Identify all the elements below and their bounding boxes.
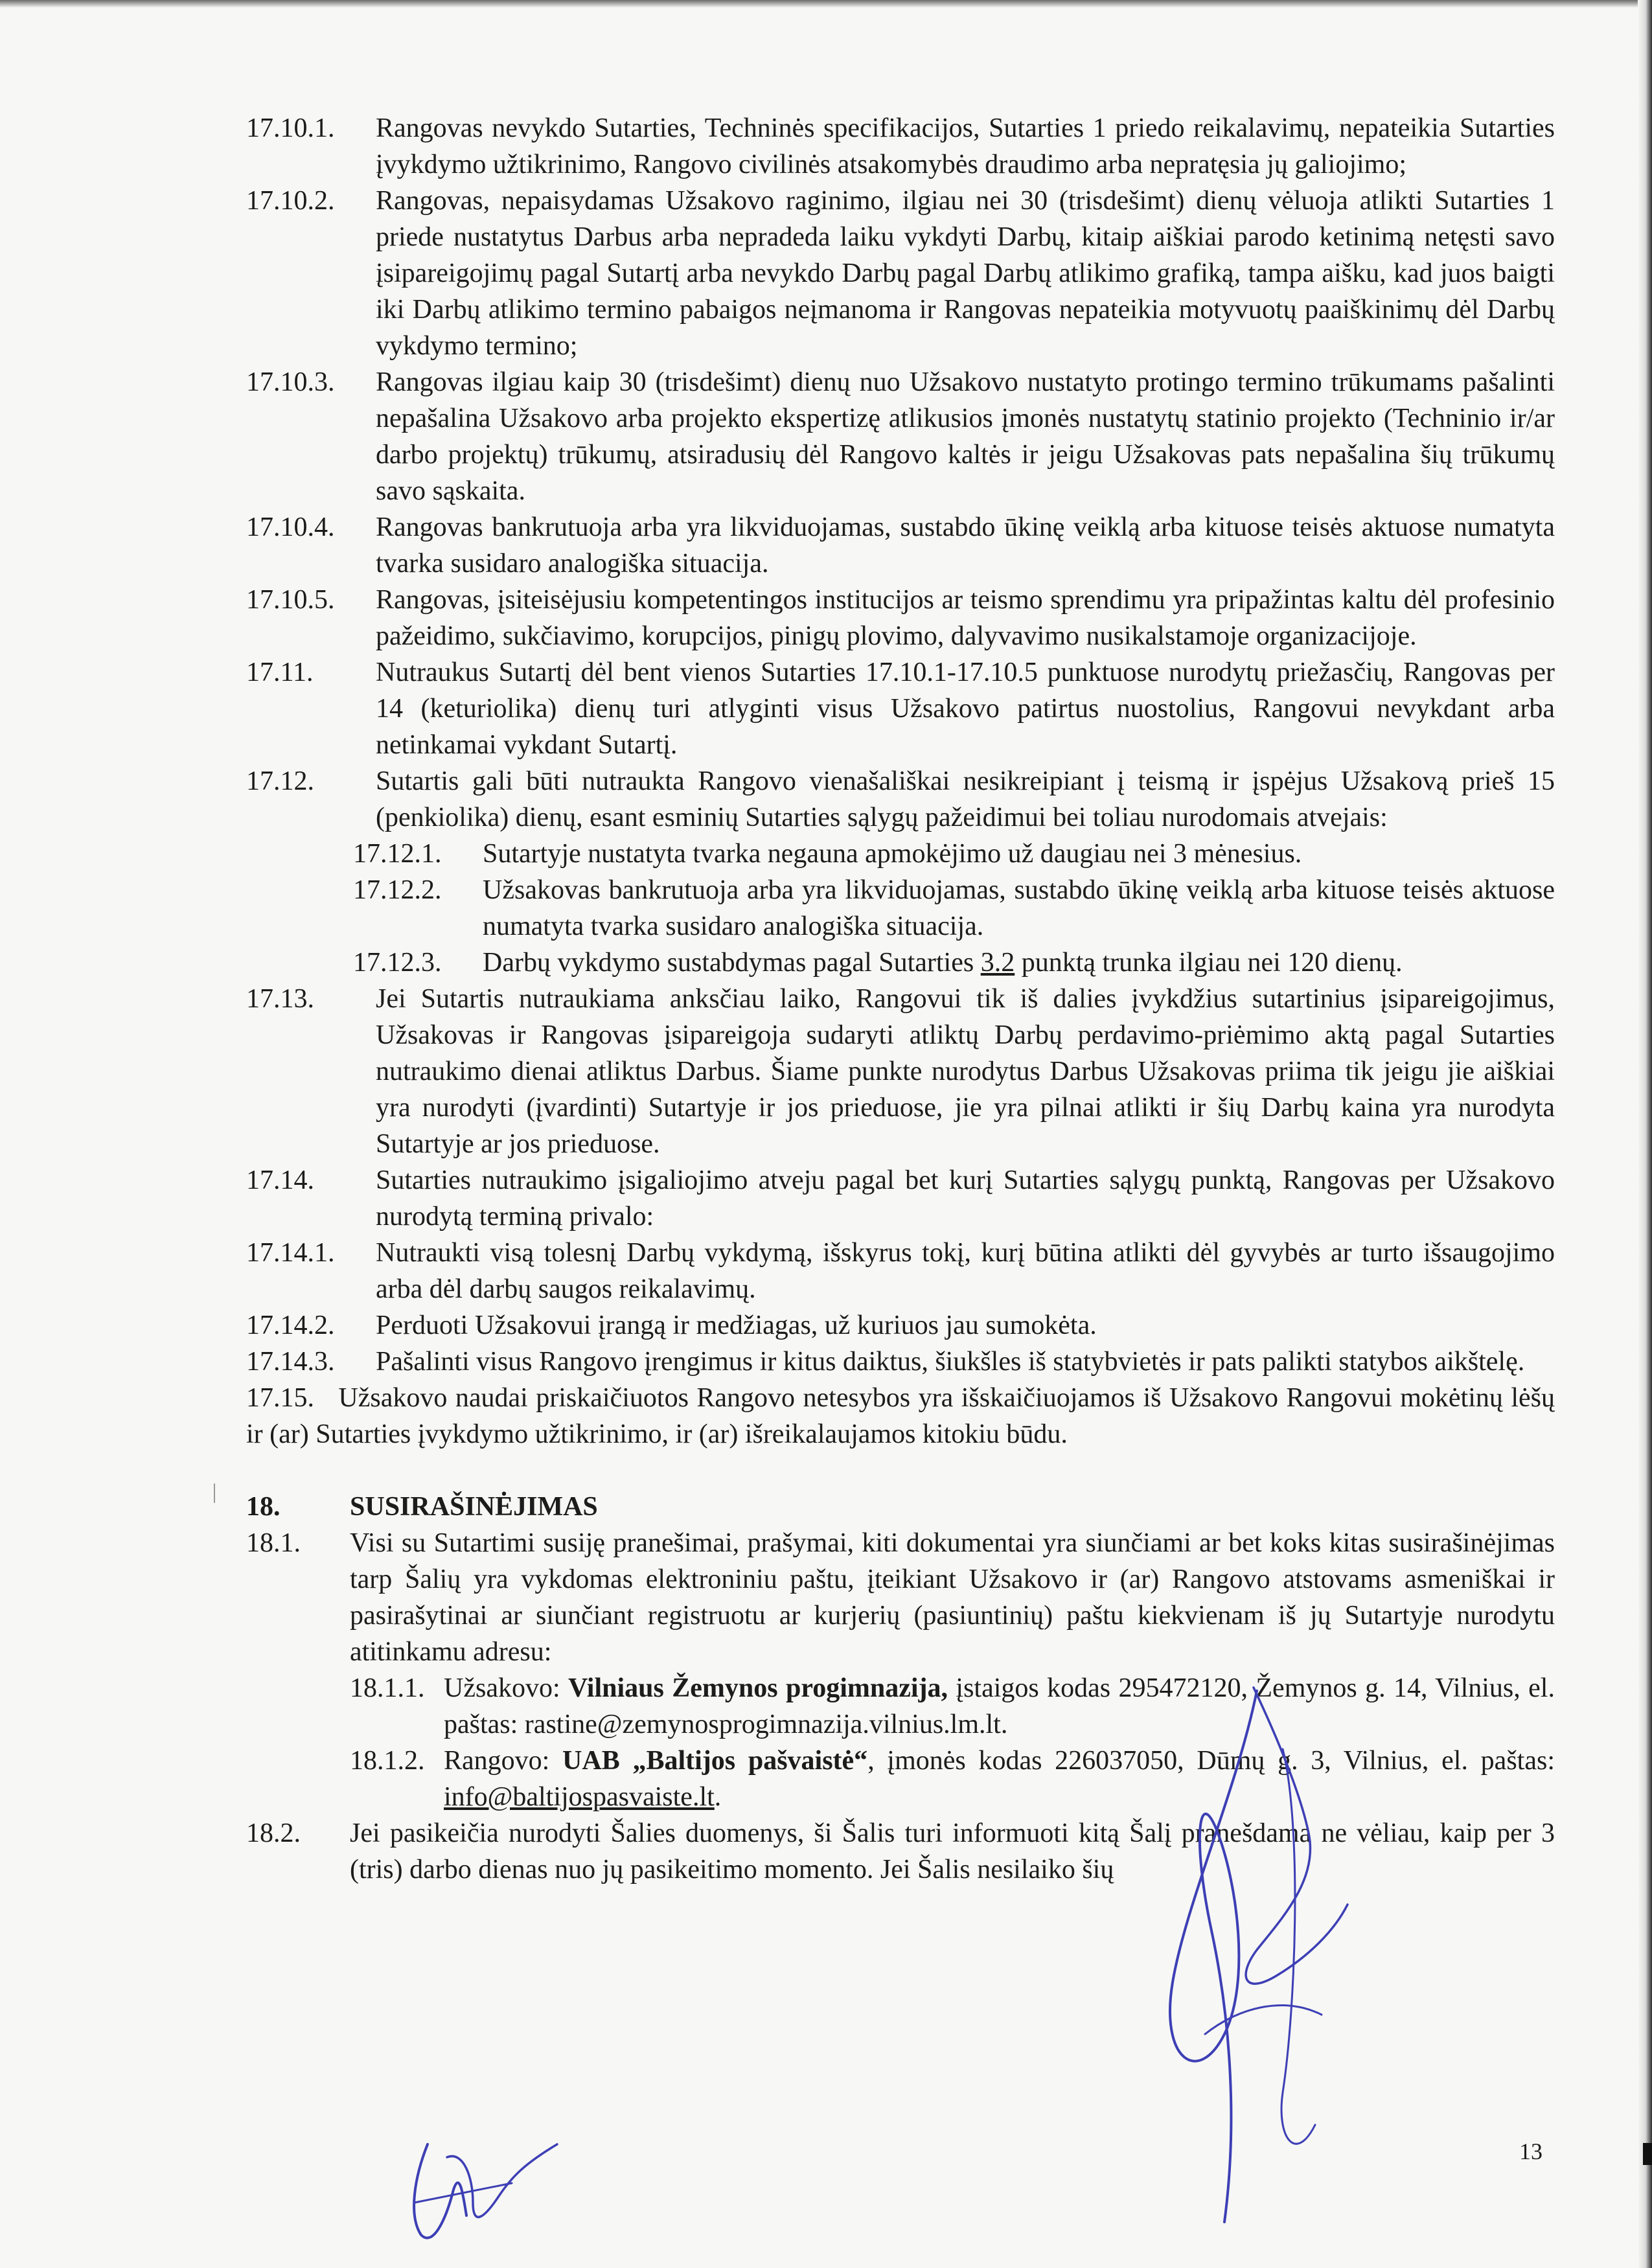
- clause-17-12-1: [353, 836, 1555, 872]
- clause-number: 17.12.3.: [353, 948, 442, 978]
- clause-text: Jei pasikeičia nurodyti Šalies duomenys, ši Šalis turi informuoti kitą Šalį pranešdama ne vėliau, kaip per 3 (tris) darbo dienas nuo jų pasikeitimo momento. Jei Šalis nesilaiko šių: [350, 1818, 1555, 1884]
- clause-text: Visi su Sutartimi susiję pranešimai, prašymai, kiti dokumentai yra siunčiami ar bet koks kitas susirašinėjimas tarp Šalių yra vykdomas elektroniniu paštu, įteikiant Užsakovo ir (ar) Rangovo atstovams asmeniškai ir pasirašytinai ar siunčiant registruotu ar kurjerių (pasiuntinių) paštu kiekvienam iš jų Sutartyje nurodytu atitinkamu adresu:: [350, 1528, 1555, 1667]
- clause-number: 18.1.2.: [350, 1746, 425, 1776]
- clause-text: Rangovas, nepaisydamas Užsakovo raginimo, ilgiau nei 30 (trisdešimt) dienų vėluoja atlikti Sutarties 1 priede nustatytus Darbus arba nepradeda laiku vykdyti Darbų, kitaip aiškiai parodo ketinimą netęsti savo įsipareigojimų pagal Sutartį arba nevykdo Darbų pagal Darbų atlikimo grafiką, tampa aišku, kad juos baigti iki Darbų atlikimo termino pabaigos neįmanoma ir Rangovas nepateikia motyvuotų paaiškinimų dėl Darbų vykdymo termino;: [376, 186, 1555, 361]
- clause-number: 18.2.: [246, 1818, 301, 1848]
- clause-18-1: [246, 1525, 1555, 1670]
- contact-name: UAB „Baltijos pašvaistė“: [562, 1746, 868, 1776]
- clause-17-12-2: [353, 872, 1555, 945]
- clause-number: 18.1.: [246, 1528, 301, 1558]
- section-title: SUSIRAŠINĖJIMAS: [350, 1492, 598, 1522]
- clause-17-10-2: [246, 183, 1555, 364]
- clause-number: 17.10.5.: [246, 585, 335, 615]
- clause-number: 17.14.1.: [246, 1238, 335, 1268]
- clause-text: [444, 1743, 1555, 1815]
- clause-number: 17.14.3.: [246, 1347, 335, 1377]
- scan-right-edge: [1638, 0, 1652, 2268]
- clause-text: [444, 1670, 1555, 1743]
- clause-17-12: [246, 763, 1555, 836]
- clause-17-13: [246, 981, 1555, 1162]
- clause-text: Sutarties nutraukimo įsigaliojimo atveju pagal bet kurį Sutarties sąlygų punktą, Rangovas per Užsakovo nurodytą terminą privalo:: [376, 1165, 1555, 1231]
- contact-details: , įmonės kodas 226037050, Dūmų g. 3, Vilnius, el. paštas:: [867, 1746, 1555, 1776]
- section-number: 18.: [246, 1492, 281, 1522]
- clause-text: [246, 1380, 1555, 1452]
- clause-text-first: Užsakovo naudai priskaičiuotos Rangovo netesybos yra išskaičiuojamos iš Užsakovo: [338, 1383, 1278, 1413]
- clause-text: Užsakovas bankrutuoja arba yra likviduojamas, sustabdo ūkinę veiklą arba kituose teisės aktuose numatyta tvarka susidaro analogiška situacija.: [483, 875, 1555, 941]
- signature-initials: [402, 2118, 570, 2261]
- clause-text: Rangovas, įsiteisėjusiu kompetentingos institucijos ar teismo sprendimu yra pripažintas kaltu dėl profesinio pažeidimo, sukčiavimo, korupcijos, pinigų plovimo, dalyvavimo nusikalstamoje organizacijoje.: [376, 585, 1555, 651]
- clause-number: 17.10.4.: [246, 512, 335, 542]
- clause-text: Rangovas bankrutuoja arba yra likviduojamas, sustabdo ūkinę veiklą arba kituose teisės aktuose numatyta tvarka susidaro analogiška situacija.: [376, 512, 1555, 578]
- clause-text: Rangovas ilgiau kaip 30 (trisdešimt) dienų nuo Užsakovo nustatyto protingo termino trūkumams pašalinti nepašalina Užsakovo arba projekto ekspertizę atlikusios įmonės nustatytų statinio projekto (Techninio ir/ar darbo projektų) trūkumų, atsiradusių dėl Rangovo kaltės ir jeigu Užsakovas pats nepašalina šių trūkumų savo sąskaita.: [376, 367, 1555, 506]
- clause-text: Sutartyje nustatyta tvarka negauna apmokėjimo už daugiau nei 3 mėnesius.: [483, 839, 1302, 869]
- clause-18-1-1: [350, 1670, 1555, 1743]
- clause-17-15: [246, 1380, 1555, 1452]
- clause-number: 17.12.2.: [353, 875, 442, 905]
- document-page: [246, 110, 1555, 1888]
- clause-text-rest: Rangovui mokėtinų lėšų ir (ar) Sutarties įvykdymo užtikrinimo, ir (ar) išreikalaujamos kitokiu būdu.: [246, 1383, 1555, 1449]
- clause-17-14-1: [246, 1235, 1555, 1307]
- clause-number: 17.14.2.: [246, 1311, 335, 1340]
- contact-label: Užsakovo:: [444, 1673, 569, 1703]
- contact-name: Vilniaus Žemynos progimnazija,: [568, 1673, 948, 1703]
- clause-text: Sutartis gali būti nutraukta Rangovo vienašališkai nesikreipiant į teismą ir įspėjus Užsakovą prieš 15 (penkiolika) dienų, esant esminių Sutarties sąlygų pažeidimui bei toliau nurodomais atvejais:: [376, 766, 1555, 832]
- clause-text-part: Darbų vykdymo sustabdymas pagal Sutarties: [483, 948, 981, 978]
- clause-17-14-3: [246, 1344, 1555, 1380]
- clause-text: Nutraukus Sutartį dėl bent vienos Sutarties 17.10.1-17.10.5 punktuose nurodytų priežasčių, Rangovas per 14 (keturiolika) dienų turi atlyginti visus Užsakovo patirtus nuostolius, Rangovui nevykdant arba netinkamai vykdant Sutartį.: [376, 658, 1555, 760]
- clause-17-10-1: [246, 110, 1555, 183]
- scan-edge-mark: [1643, 2143, 1652, 2165]
- clause-text: [483, 945, 1555, 981]
- contact-end: .: [714, 1782, 722, 1812]
- clause-number: 17.10.2.: [246, 186, 335, 216]
- clause-17-11: [246, 654, 1555, 763]
- clause-reference-link[interactable]: 3.2: [980, 948, 1015, 978]
- clause-18-1-2: [350, 1743, 1555, 1815]
- page-number: 13: [1519, 2138, 1543, 2164]
- clause-text-part: punktą trunka ilgiau nei 120 dienų.: [1015, 948, 1403, 978]
- clause-number: 17.10.1.: [246, 113, 335, 143]
- clause-number: 17.14.: [246, 1165, 314, 1195]
- clause-number: 17.12.1.: [353, 839, 442, 869]
- clause-number: 17.10.3.: [246, 367, 335, 397]
- clause-17-14-2: [246, 1307, 1555, 1344]
- clause-text: Jei Sutartis nutraukiama anksčiau laiko, Rangovui tik iš dalies įvykdžius sutartinius įsipareigojimus, Užsakovas ir Rangovas įsipareigoja sudaryti atliktų Darbų perdavimo-priėmimo aktą pagal Sutarties nutraukimo dienai atliktus Darbus. Šiame punkte nurodytus Darbus Užsakovas priima tik jeigu jie aiškiai yra nurodyti (įvardinti) Sutartyje ir jos prieduose, jie yra pilnai atlikti ir šių Darbų kaina yra nurodyta Sutartyje ar jos prieduose.: [376, 984, 1555, 1159]
- clause-17-14: [246, 1162, 1555, 1235]
- clause-text: Pašalinti visus Rangovo įrengimus ir kitus daiktus, šiukšles iš statybvietės ir pats palikti statybos aikštelę.: [376, 1347, 1525, 1377]
- clause-17-10-5: [246, 582, 1555, 654]
- clause-17-12-3: [353, 945, 1555, 981]
- clause-number: 17.13.: [246, 984, 314, 1014]
- clause-text: Nutraukti visą tolesnį Darbų vykdymą, išskyrus tokį, kurį būtina atlikti dėl gyvybės ar turto išsaugojimo arba dėl darbų saugos reikalavimų.: [376, 1238, 1555, 1304]
- scan-artifact: [214, 1483, 215, 1503]
- email-link[interactable]: info@baltijospasvaiste.lt: [444, 1782, 715, 1812]
- clause-18-2: [246, 1815, 1555, 1888]
- clause-number: 17.15.: [246, 1383, 314, 1413]
- section-18-heading: [246, 1489, 1555, 1525]
- clause-number: 18.1.1.: [350, 1673, 425, 1703]
- clause-text: Perduoti Užsakovui įrangą ir medžiagas, už kuriuos jau sumokėta.: [376, 1311, 1097, 1340]
- clause-number: 17.12.: [246, 766, 314, 796]
- clause-17-10-3: [246, 364, 1555, 509]
- scan-top-shadow: [0, 0, 1652, 8]
- contact-label: Rangovo:: [444, 1746, 563, 1776]
- clause-17-10-4: [246, 509, 1555, 582]
- clause-text: Rangovas nevykdo Sutarties, Techninės specifikacijos, Sutarties 1 priedo reikalavimų, nepateikia Sutarties įvykdymo užtikrinimo, Rangovo civilinės atsakomybės draudimo arba nepratęsia jų galiojimo;: [376, 113, 1555, 179]
- contact-details: įstaigos kodas 295472120, Žemynos g. 14, Vilnius, el. paštas: rastine@zemynosprogimnazija.vilnius.lm.lt.: [444, 1673, 1555, 1739]
- clause-number: 17.11.: [246, 658, 314, 687]
